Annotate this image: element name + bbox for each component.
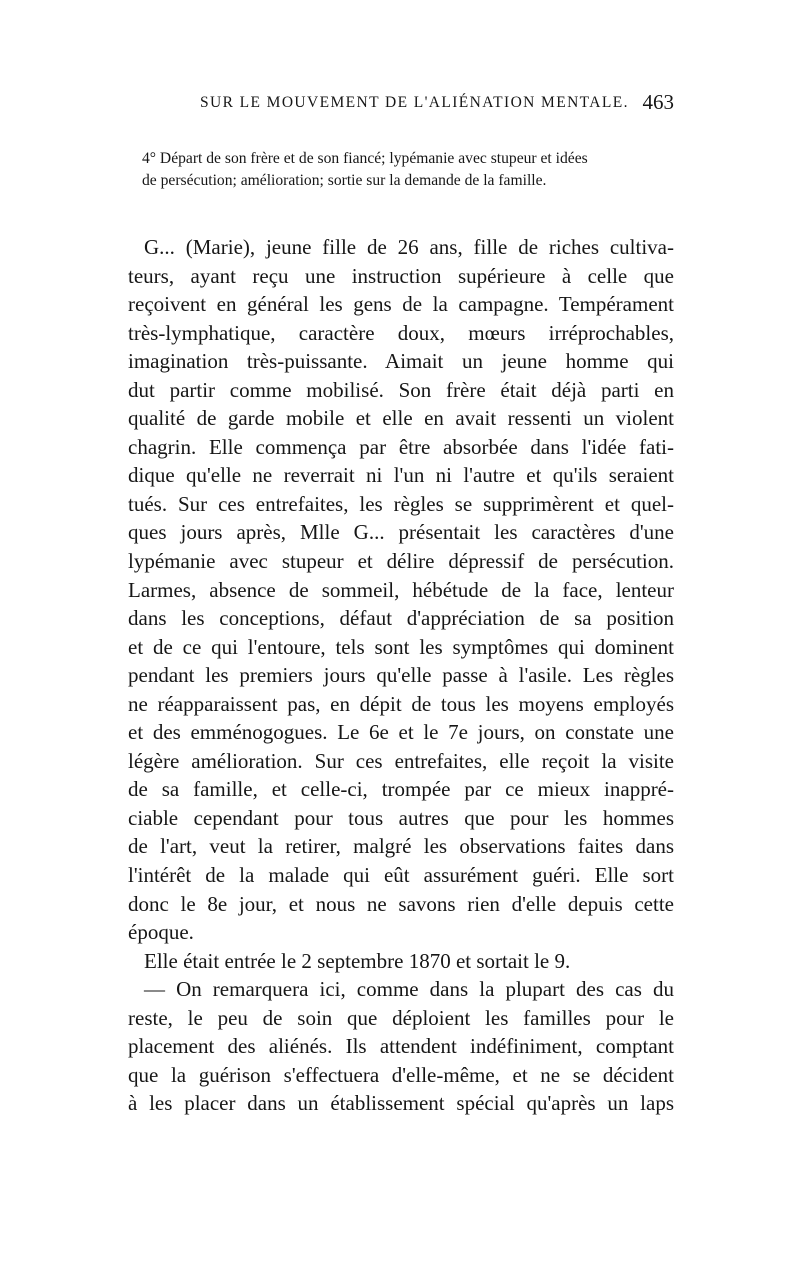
text-line: reste, le peu de soin que déploient les familles pour le [128, 1005, 674, 1030]
text-line: teurs, ayant reçu une instruction supérieure à celle que [128, 263, 674, 288]
note-line: de persécution; amélioration; sortie sur la demande de la famille. [142, 172, 547, 189]
page-number: 463 [642, 90, 674, 114]
text-line: à les placer dans un établissement spécial qu'après un laps [128, 1091, 674, 1116]
text-line: Elle était entrée le 2 septembre 1870 et sortait le 9. [144, 948, 571, 973]
text-line: Larmes, absence de sommeil, hébétude de la face, lenteur [128, 577, 674, 602]
case-paragraph [128, 233, 674, 947]
text-line: de sa famille, et celle-ci, trompée par ce mieux inappré- [128, 777, 674, 802]
text-line: G... (Marie), jeune fille de 26 ans, fille de riches cultiva- [144, 235, 674, 259]
text-line: qualité de garde mobile et elle en avait ressenti un violent [128, 406, 674, 431]
text-line: lypémanie avec stupeur et délire dépressif de persécution. [128, 549, 674, 574]
body-text [128, 233, 674, 1118]
running-title: SUR LE MOUVEMENT DE L'ALIÉNATION MENTALE. [200, 94, 629, 111]
running-head [134, 90, 674, 118]
text-line: — On remarquera ici, comme dans la plupart des cas du [144, 977, 674, 1002]
text-line: ques jours après, Mlle G... présentait les caractères d'une [128, 520, 674, 545]
remark-paragraph [128, 975, 674, 1118]
text-line: donc le 8e jour, et nous ne savons rien d'elle depuis cette [128, 891, 674, 916]
text-line: légère amélioration. Sur ces entrefaites, elle reçoit la visite [128, 748, 674, 773]
text-line: chagrin. Elle commença par être absorbée dans l'idée fati- [128, 434, 674, 459]
text-line: dans les conceptions, défaut d'appréciation de sa position [128, 606, 674, 631]
text-line: de l'art, veut la retirer, malgré les observations faites dans [128, 834, 674, 859]
text-line: dique qu'elle ne reverrait ni l'un ni l'autre et qu'ils seraient [128, 463, 674, 488]
text-line: ne réapparaissent pas, en dépit de tous les moyens employés [128, 691, 674, 716]
text-line: que la guérison s'effectuera d'elle-même, et ne se décident [128, 1062, 674, 1087]
text-line: époque. [128, 920, 194, 945]
text-line: très-lymphatique, caractère doux, mœurs irréprochables, [128, 320, 674, 345]
case-summary-note [142, 148, 672, 192]
text-line: tués. Sur ces entrefaites, les règles se supprimèrent et quel- [128, 491, 674, 516]
text-line: dut partir comme mobilisé. Son frère était déjà parti en [128, 377, 674, 402]
text-line: imagination très-puissante. Aimait un jeune homme qui [128, 349, 674, 374]
text-line: l'intérêt de la malade qui eût assurément guéri. Elle sort [128, 863, 674, 888]
text-line: placement des aliénés. Ils attendent indéfiniment, comptant [128, 1034, 674, 1059]
text-line: et de ce qui l'entoure, tels sont les symptômes qui dominent [128, 634, 674, 659]
dates-paragraph [128, 947, 674, 976]
text-line: pendant les premiers jours qu'elle passe à l'asile. Les règles [128, 663, 674, 688]
text-line: et des emménogogues. Le 6e et le 7e jours, on constate une [128, 720, 674, 745]
text-line: ciable cependant pour tous autres que pour les hommes [128, 805, 674, 830]
text-line: reçoivent en général les gens de la campagne. Tempérament [128, 292, 674, 317]
note-line: 4° Départ de son frère et de son fiancé; lypémanie avec stupeur et idées [142, 150, 588, 167]
